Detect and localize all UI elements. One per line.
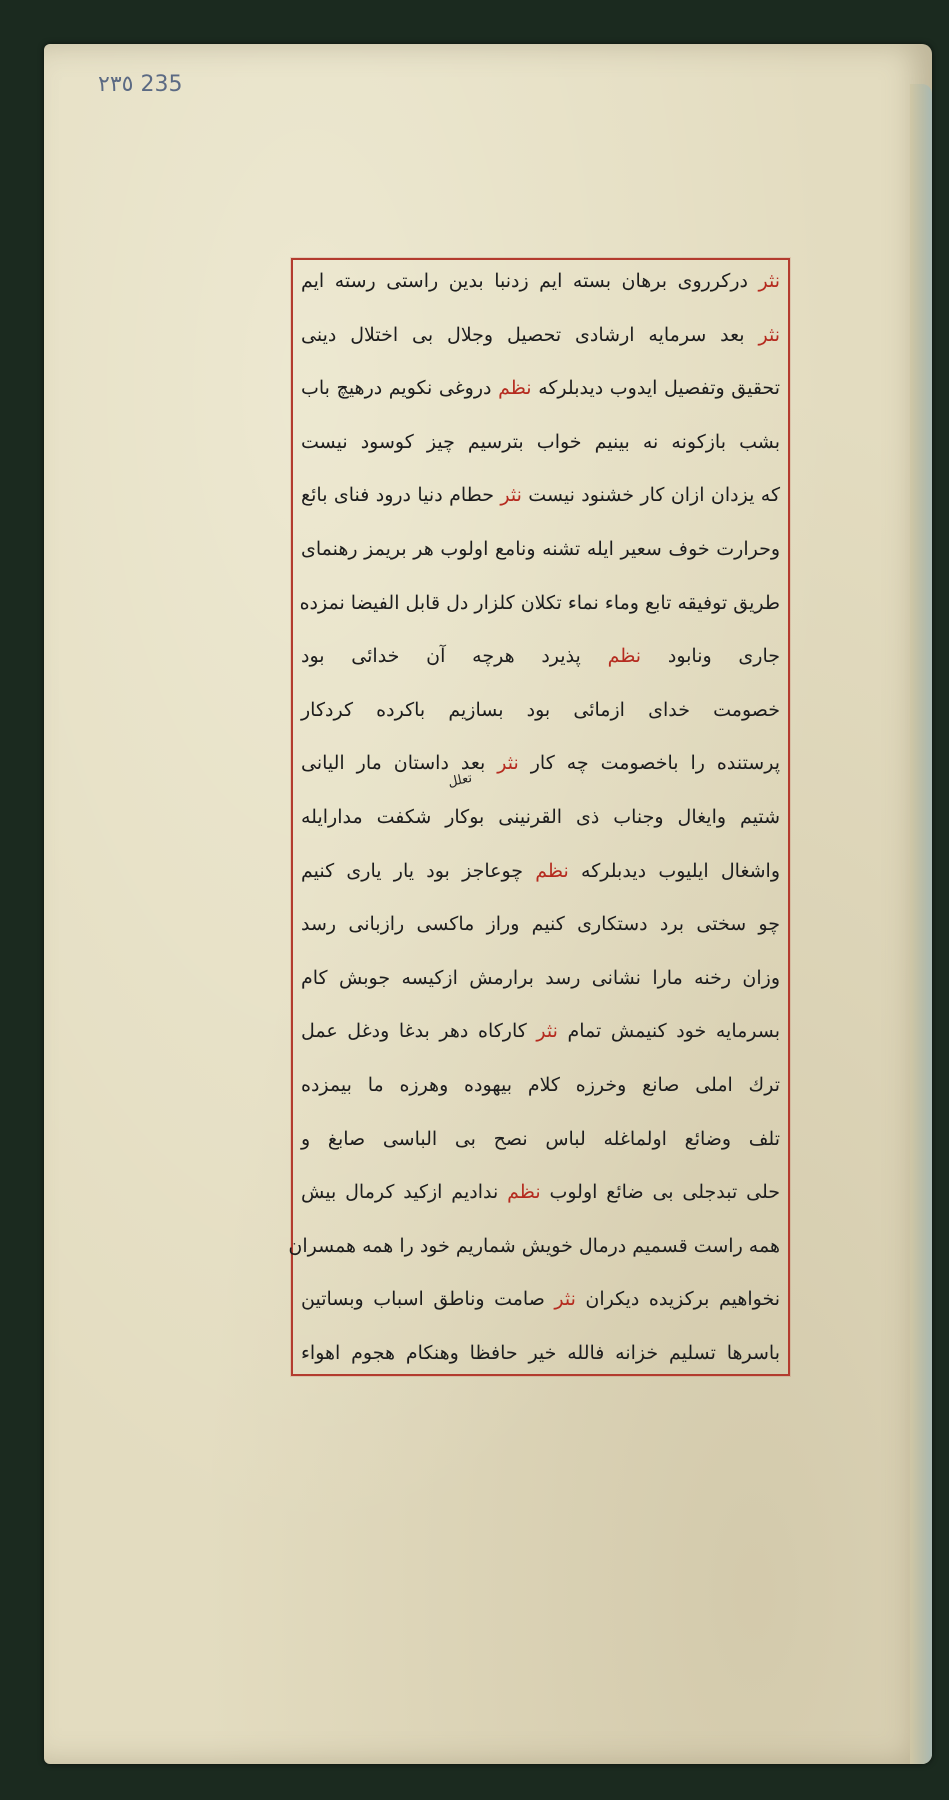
text-line [301,1179,780,1205]
rubric-word: نثر [758,323,780,346]
rubric-word: نثر [536,1020,558,1043]
text-line [301,804,780,830]
rubric-word: نثر [500,484,522,507]
text-line [301,268,780,294]
text-segment: شتيم وايغال وجناب ذى القرنينى بوكار شكفت مدارايله [301,805,780,828]
text-line [301,1340,780,1366]
text-segment: نداديم ازكيد كرمال بيش [301,1181,508,1204]
text-segment: تحقيق وتفصيل ايدوب ديدبلركه [531,377,780,400]
text-segment: دروغى نكويم درهيچ باب [301,377,499,400]
text-segment: تلف وضائع اولماغله لباس نصح بى الباسى صابغ و [301,1127,780,1150]
text-line [301,482,780,508]
text-line [301,1072,780,1098]
text-segment: حلى تبدجلى بى ضائع اولوب [540,1181,781,1204]
text-line [301,375,780,401]
text-segment: پذيرد هرچه آن خدائى بود [301,645,608,668]
text-segment: همه راست قسميم درمال خويش شماريم خود را همه همسران [288,1234,780,1257]
text-segment: وزان رخنه مارا نشانى رسد برارمش ازكيسه جوبش كام [301,966,780,989]
text-line [301,643,780,669]
text-line [301,322,780,348]
text-frame [288,258,790,1376]
text-segment: واشغال ايليوب ديدبلركه [568,859,780,882]
text-segment: بعد سرمايه ارشادى تحصيل وجلال بى اختلال دينى [301,323,759,346]
rubric-word: نثر [497,752,519,775]
text-segment: ترك املى صانع وخرزه كلام بيهوده وهرزه ما بيمزده [301,1073,780,1096]
text-segment: كه يزدان ازان كار خشنود نيست [521,484,780,507]
text-line [301,429,780,455]
text-segment: صامت وناطق اسباب وبساتين [301,1288,555,1311]
text-segment: جارى ونابود [641,645,780,668]
text-line [301,697,780,723]
rubric-word: نظم [607,645,642,668]
page-edge [910,84,932,1764]
text-line [301,1286,780,1312]
text-line [288,1233,780,1259]
rubric-word: نثر [554,1288,576,1311]
text-segment: چو سختى برد دستكارى كنيم وراز ماكسى رازبانى رسد [301,913,780,936]
text-segment: خصومت خداى ازمائى بود بسازيم باكرده كردكار [301,698,780,721]
text-segment: دركرروى برهان بسته ايم زدنبا بدين راستى رسته ايم [301,270,759,292]
text-line [301,536,780,562]
text-line [301,965,780,991]
text-segment: كاركاه دهر بدغا ودغل عمل [301,1020,537,1043]
marginal-note: تعلل [446,770,474,791]
text-line [301,590,780,616]
text-line [301,750,780,776]
text-line [301,1126,780,1152]
text-segment: پرستنده را باخصومت چه كار [518,752,781,775]
text-segment: باسرها تسليم خزانه فالله خير حافظا وهنكام هجوم اهواء [301,1341,780,1364]
text-segment: حطام دنيا درود فناى بائع [301,484,501,507]
text-segment: نخواهيم بركزيده ديكران [575,1288,781,1311]
rubric-word: نظم [535,859,569,882]
text-segment: بسرمايه خود كنيمش تمام [557,1020,781,1043]
text-segment: بعد داستان مار اليانى [301,752,498,775]
rubric-word: نظم [507,1181,541,1204]
text-segment: طريق توفيقه تابع وماء نماء تكلان كلزار دل قابل الفيضا نمزده [299,591,780,614]
text-line [301,1018,780,1044]
text-line [301,858,780,884]
text-segment: بشب بازكونه نه بينيم خواب بترسيم چيز كوسود نيست [301,430,780,453]
text-block [288,268,781,1366]
text-line [301,911,780,937]
text-segment: چوعاجز بود يار يارى كنيم [301,859,536,882]
folio-number: ٢٣٥ 235 [98,72,183,97]
rubric-word: نظم [498,377,532,400]
rubric-word: نثر [758,270,780,292]
text-segment: وحرارت خوف سعير ايله تشنه ونامع اولوب هر بريمز رهنماى [301,537,780,560]
